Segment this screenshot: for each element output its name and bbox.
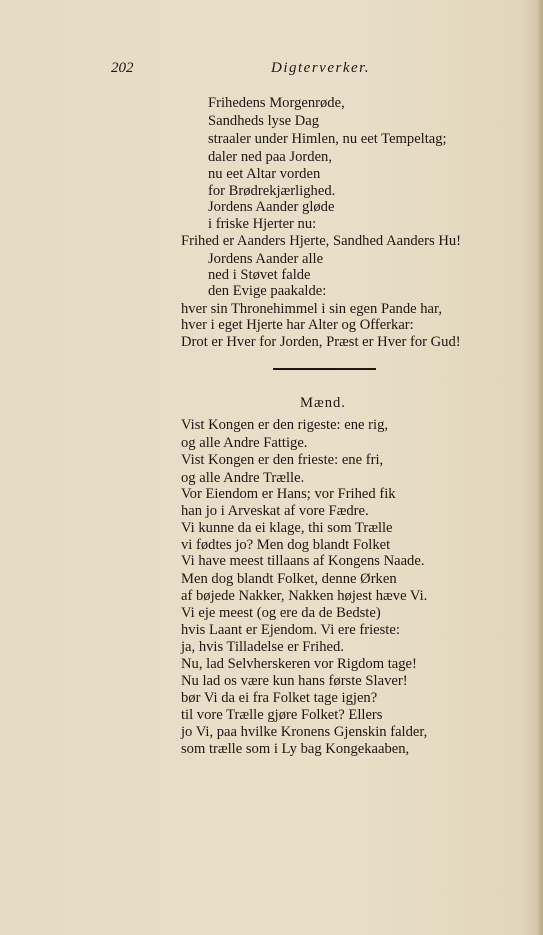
poem2-line: Vist Kongen er den rigeste: ene rig,: [181, 417, 389, 433]
poem2-line: vi fødtes jo? Men dog blandt Folket: [181, 537, 391, 553]
running-title: Digterverker.: [271, 60, 371, 76]
poem2-line: Vist Kongen er den frieste: ene fri,: [181, 452, 384, 468]
section-divider: [273, 368, 376, 370]
poem2-line: til vore Trælle gjøre Folket? Ellers: [181, 707, 383, 723]
poem1-line: for Brødrekjærlighed.: [208, 183, 336, 199]
page-number: 202: [111, 60, 134, 76]
page-edge-shadow: [538, 0, 543, 935]
poem2-line: bør Vi da ei fra Folket tage igjen?: [181, 690, 378, 706]
poem2-line: som trælle som i Ly bag Kongekaaben,: [181, 741, 410, 757]
poem1-line: Frihed er Aanders Hjerte, Sandhed Aanders Hu!: [181, 233, 462, 249]
poem1-line: den Evige paakalde:: [208, 283, 327, 299]
poem2-line: hvis Laant er Ejendom. Vi ere frieste:: [181, 622, 400, 638]
poem1-line: Jordens Aander alle: [208, 251, 324, 267]
poem2-line: Nu lad os være kun hans første Slaver!: [181, 673, 408, 689]
poem2-line: Vor Eiendom er Hans; vor Frihed fik: [181, 486, 396, 502]
page-header: [0, 60, 543, 84]
poem2-line: jo Vi, paa hvilke Kronens Gjenskin falder,: [181, 724, 428, 740]
poem1-line: Sandheds lyse Dag: [208, 113, 320, 129]
poem2-line: Vi eje meest (og ere da de Bedste): [181, 605, 381, 621]
poem1-line: daler ned paa Jorden,: [208, 149, 332, 165]
poem2-line: han jo i Arveskat af vore Fædre.: [181, 503, 369, 519]
section-title: Mænd.: [300, 395, 346, 411]
poem1-line: hver sin Thronehimmel i sin egen Pande har,: [181, 301, 442, 317]
poem2-line: Vi kunne da ei klage, thi som Trælle: [181, 520, 393, 536]
poem1-line: Drot er Hver for Jorden, Præst er Hver for Gud!: [181, 334, 461, 350]
poem1-line: ned i Støvet falde: [208, 267, 311, 283]
poem1-line: nu eet Altar vorden: [208, 166, 321, 182]
poem2-line: af bøjede Nakker, Nakken højest hæve Vi.: [181, 588, 428, 604]
poem1-line: Jordens Aander gløde: [208, 199, 335, 215]
poem2-line: og alle Andre Fattige.: [181, 435, 308, 451]
poem2-line: og alle Andre Trælle.: [181, 470, 305, 486]
poem1-line: Frihedens Morgenrøde,: [208, 95, 345, 111]
poem2-line: Nu, lad Selvherskeren vor Rigdom tage!: [181, 656, 417, 672]
poem1-line: straaler under Himlen, nu eet Tempeltag;: [208, 131, 447, 147]
poem2-line: Vi have meest tillaans af Kongens Naade.: [181, 553, 425, 569]
poem1-line: i friske Hjerter nu:: [208, 216, 317, 232]
poem2-line: Men dog blandt Folket, denne Ørken: [181, 571, 397, 587]
poem1-line: hver i eget Hjerte har Alter og Offerkar:: [181, 317, 414, 333]
poem2-line: ja, hvis Tilladelse er Frihed.: [181, 639, 344, 655]
